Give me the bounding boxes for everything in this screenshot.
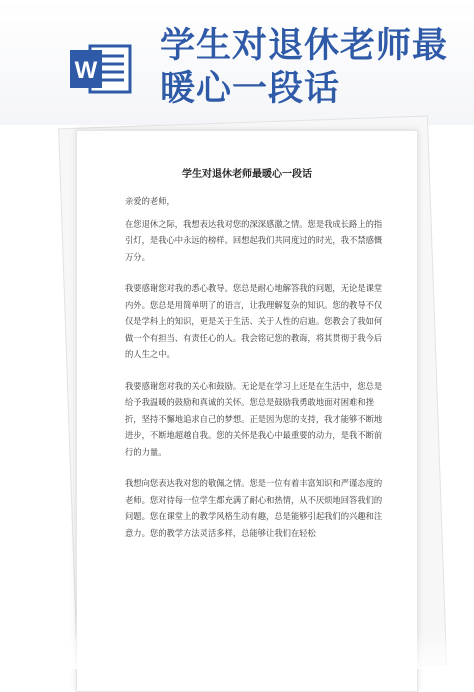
document-page xyxy=(76,130,418,692)
word-document-icon xyxy=(70,40,132,98)
salutation: 亲爱的老师， xyxy=(125,196,175,206)
document-body xyxy=(125,193,383,556)
bottom-fade xyxy=(0,629,474,669)
banner-title-line: 暖心一段话 xyxy=(160,68,341,109)
paragraph: 在您退休之际，我想表达我对您的深深感激之情。您是我成长路上的指引灯，是我心中永远的榜样。回想起我们共同度过的时光，我不禁感慨万分。 xyxy=(125,218,383,262)
document-title: 学生对退休老师最暖心一段话 xyxy=(182,169,312,180)
banner-title-line: 学生对退休老师最 xyxy=(160,25,449,66)
paragraph: 我想向您表达我对您的敬佩之情。您是一位有着丰富知识和严谨态度的老师。您对待每一位学生都充满了耐心和热情，从不厌烦地回答我们的问题。您在课堂上的教学风格生动有趣，总是能够引起我们的兴趣和注意力。您的教学方法灵活多样，总能够让我们在轻松 xyxy=(125,478,383,538)
paragraph: 我要感谢您对我的悉心教导。您总是耐心地解答我的问题，无论是课堂内外。您总是用简单明了的语言，让我理解复杂的知识。您的教导不仅仅是学科上的知识，更是关于生活、关于人性的启迪。您教会了我如何做一个有担当、有责任心的人。我会铭记您的教诲，将其贯彻于我今后的人生之中。 xyxy=(125,283,383,359)
banner-title xyxy=(160,24,460,110)
paragraph: 我要感谢您对我的关心和鼓励。无论是在学习上还是在生活中，您总是给予我温暖的鼓励和真诚的关怀。您总是鼓励我勇敢地面对困难和挫折，坚持不懈地追求自己的梦想。正是因为您的支持，我才能够不断地进步，不断地超越自我。您的关怀是我心中最重要的动力，是我不断前行的力量。 xyxy=(125,380,383,457)
svg-text:W: W xyxy=(74,57,98,84)
document-banner xyxy=(0,0,474,125)
